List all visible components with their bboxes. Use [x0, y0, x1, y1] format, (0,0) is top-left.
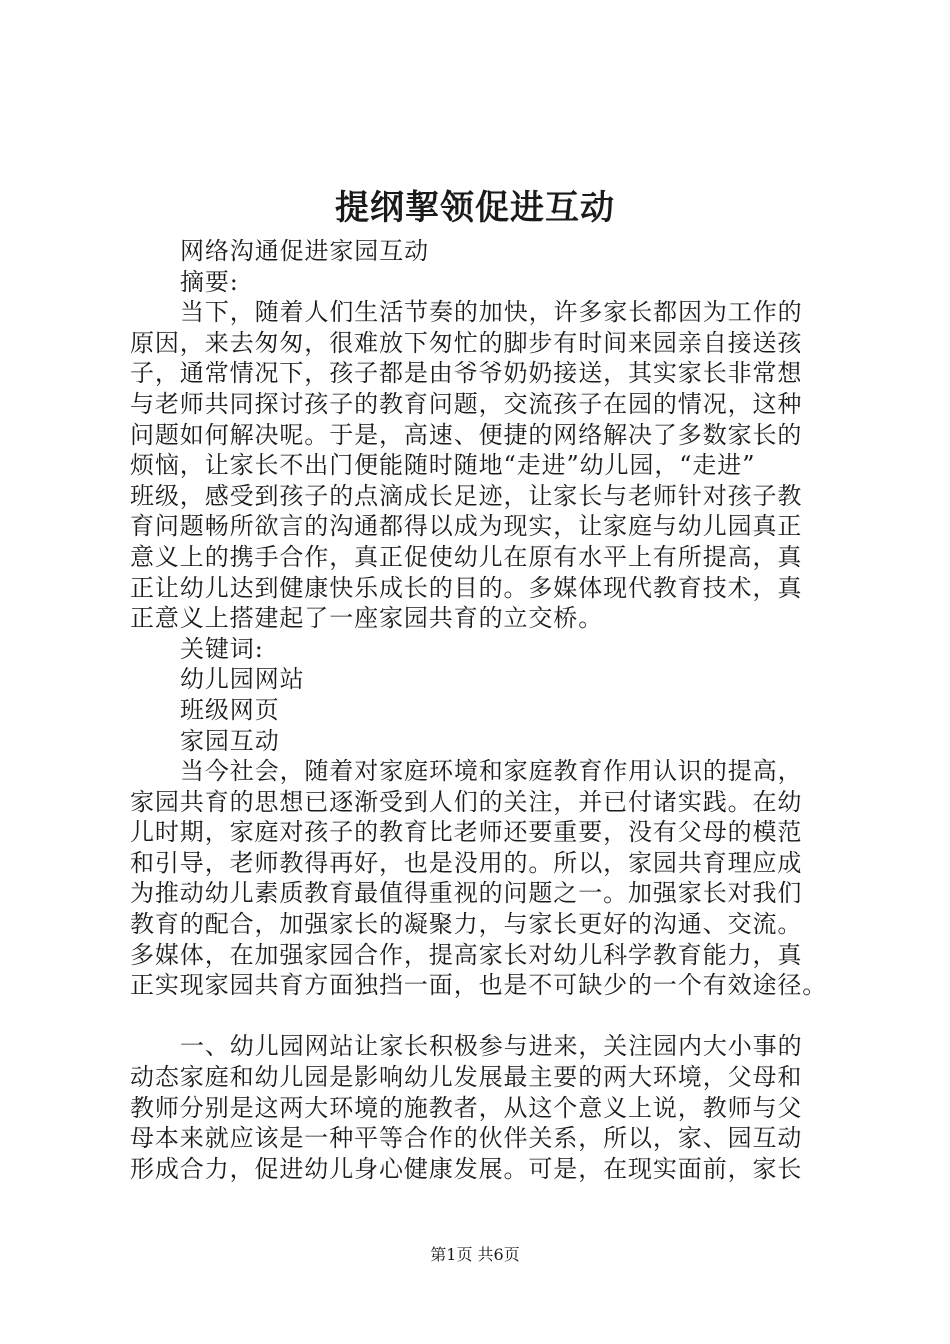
text-line: 摘要: [180, 267, 239, 296]
text-line: 母本来就应该是一种平等合作的伙伴关系，所以，家、园互动 [130, 1124, 803, 1153]
text-line: 烦恼，让家长不出门便能随时随地“走进”幼儿园，“走进” [130, 451, 756, 480]
text-line: 意义上的携手合作，真正促使幼儿在原有水平上有所提高，真 [130, 542, 803, 571]
text-line: 网络沟通促进家园互动 [180, 237, 429, 265]
text-line: 家园共育的思想已逐渐受到人们的关注，并已付诸实践。在幼 [130, 787, 803, 816]
text-line: 育问题畅所欲言的沟通都得以成为现实，让家庭与幼儿园真正 [130, 512, 803, 541]
text-line: 家园互动 [180, 726, 280, 755]
text-line: 原因，来去匆匆，很难放下匆忙的脚步有时间来园亲自接送孩 [130, 328, 803, 357]
page-footer: 第1页 共6页 [430, 1245, 520, 1264]
text-line: 一、幼儿园网站让家长积极参与进来，关注园内大小事的 [180, 1032, 803, 1061]
text-line: 子，通常情况下，孩子都是由爷爷奶奶接送，其实家长非常想 [130, 359, 803, 388]
text-line: 和引导，老师教得再好，也是没用的。所以，家园共育理应成 [130, 848, 803, 877]
text-line: 教师分别是这两大环境的施教者，从这个意义上说，教师与父 [130, 1093, 803, 1122]
text-line: 班级，感受到孩子的点滴成长足迹，让家长与老师针对孩子教 [130, 481, 803, 510]
text-line: 动态家庭和幼儿园是影响幼儿发展最主要的两大环境，父母和 [130, 1063, 803, 1092]
text-line: 关键词: [180, 634, 264, 663]
text-line: 多媒体，在加强家园合作，提高家长对幼儿科学教育能力，真 [130, 940, 803, 969]
document-title: 提纲挈领促进互动 [335, 188, 615, 228]
text-line: 班级网页 [180, 695, 280, 724]
text-line: 正让幼儿达到健康快乐成长的目的。多媒体现代教育技术，真 [130, 573, 803, 602]
text-line: 当下，随着人们生活节奏的加快，许多家长都因为工作的 [180, 298, 803, 327]
text-line: 为推动幼儿素质教育最值得重视的问题之一。加强家长对我们 [130, 879, 803, 908]
text-line: 当今社会，随着对家庭环境和家庭教育作用认识的提高， [180, 757, 803, 786]
document-body [130, 236, 842, 1184]
text-line: 儿时期，家庭对孩子的教育比老师还要重要，没有父母的模范 [130, 818, 803, 847]
text-line: 幼儿园网站 [180, 665, 305, 694]
text-line: 形成合力，促进幼儿身心健康发展。可是，在现实面前，家长 [130, 1154, 803, 1183]
text-line: 正实现家园共育方面独挡一面，也是不可缺少的一个有效途径。 [130, 971, 828, 1000]
text-line: 与老师共同探讨孩子的教育问题，交流孩子在园的情况，这种 [130, 389, 803, 418]
text-line: 教育的配合，加强家长的凝聚力，与家长更好的沟通、交流。 [130, 910, 803, 939]
text-line: 正意义上搭建起了一座家园共育的立交桥。 [130, 604, 604, 633]
text-line: 问题如何解决呢。于是，高速、便捷的网络解决了多数家长的 [130, 420, 803, 449]
blank-line [130, 1001, 842, 1032]
